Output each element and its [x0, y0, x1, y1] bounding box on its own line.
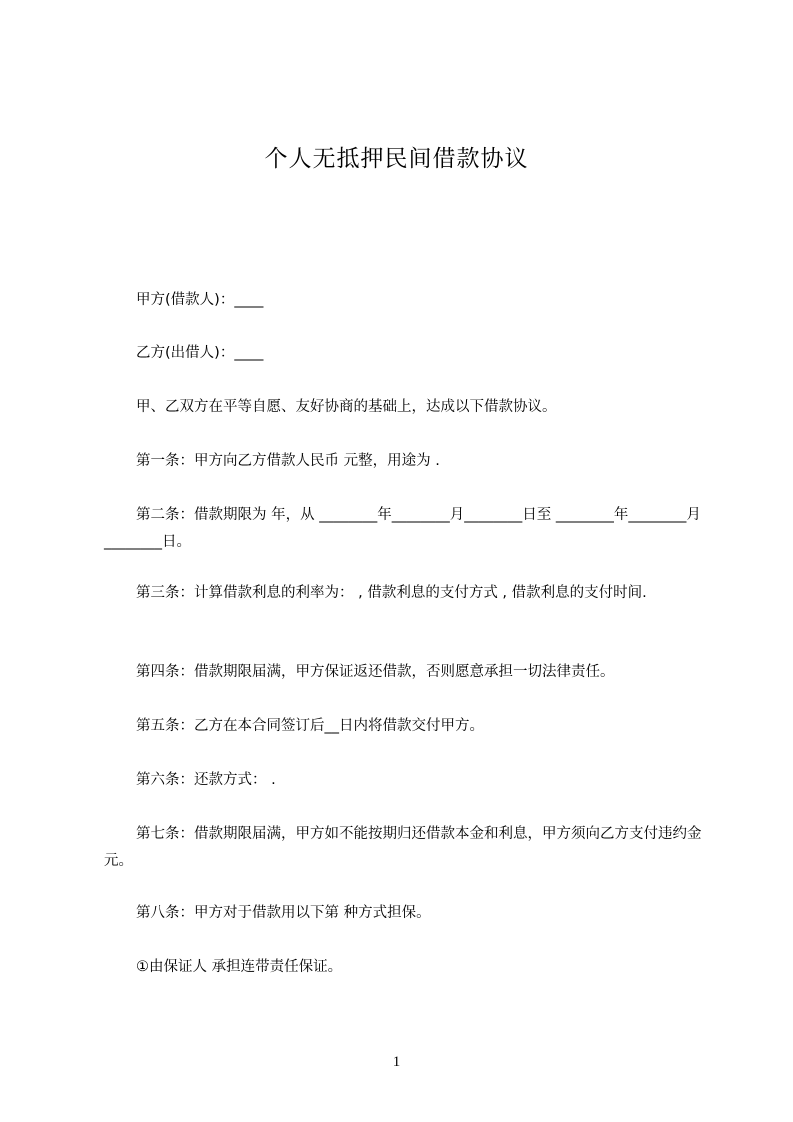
guarantee-option-1: ①由保证人 承担连带责任保证。: [136, 959, 343, 975]
party-a-line: 甲方(借款人)：____: [136, 292, 264, 308]
clause-7: 第七条：借款期限届满，甲方如不能按期归还借款本金和利息，甲方须向乙方支付违约金 元。: [104, 826, 702, 869]
clause-8: 第八条：甲方对于借款用以下第 种方式担保。: [136, 905, 431, 921]
clause-3: 第三条：计算借款利息的利率为： , 借款利息的支付方式 , 借款利息的支付时间.: [136, 585, 647, 601]
document-title: 个人无抵押民间借款协议: [264, 146, 529, 172]
intro-paragraph: 甲、乙双方在平等自愿、友好协商的基础上，达成以下借款协议。: [136, 399, 557, 415]
clause-6: 第六条：还款方式： .: [136, 772, 276, 788]
clause-1: 第一条：甲方向乙方借款人民币 元整，用途为 .: [136, 453, 440, 469]
clause-5: 第五条：乙方在本合同签订后__日内将借款交付甲方。: [136, 718, 484, 734]
clause-2: 第二条：借款期限为 年，从 ________年________月________日至 ________年________月________日。: [104, 507, 701, 550]
page-number: 1: [392, 1054, 401, 1070]
party-b-line: 乙方(出借人)：____: [136, 345, 264, 361]
clause-4: 第四条：借款期限届满，甲方保证返还借款，否则愿意承担一切法律责任。: [136, 664, 615, 680]
